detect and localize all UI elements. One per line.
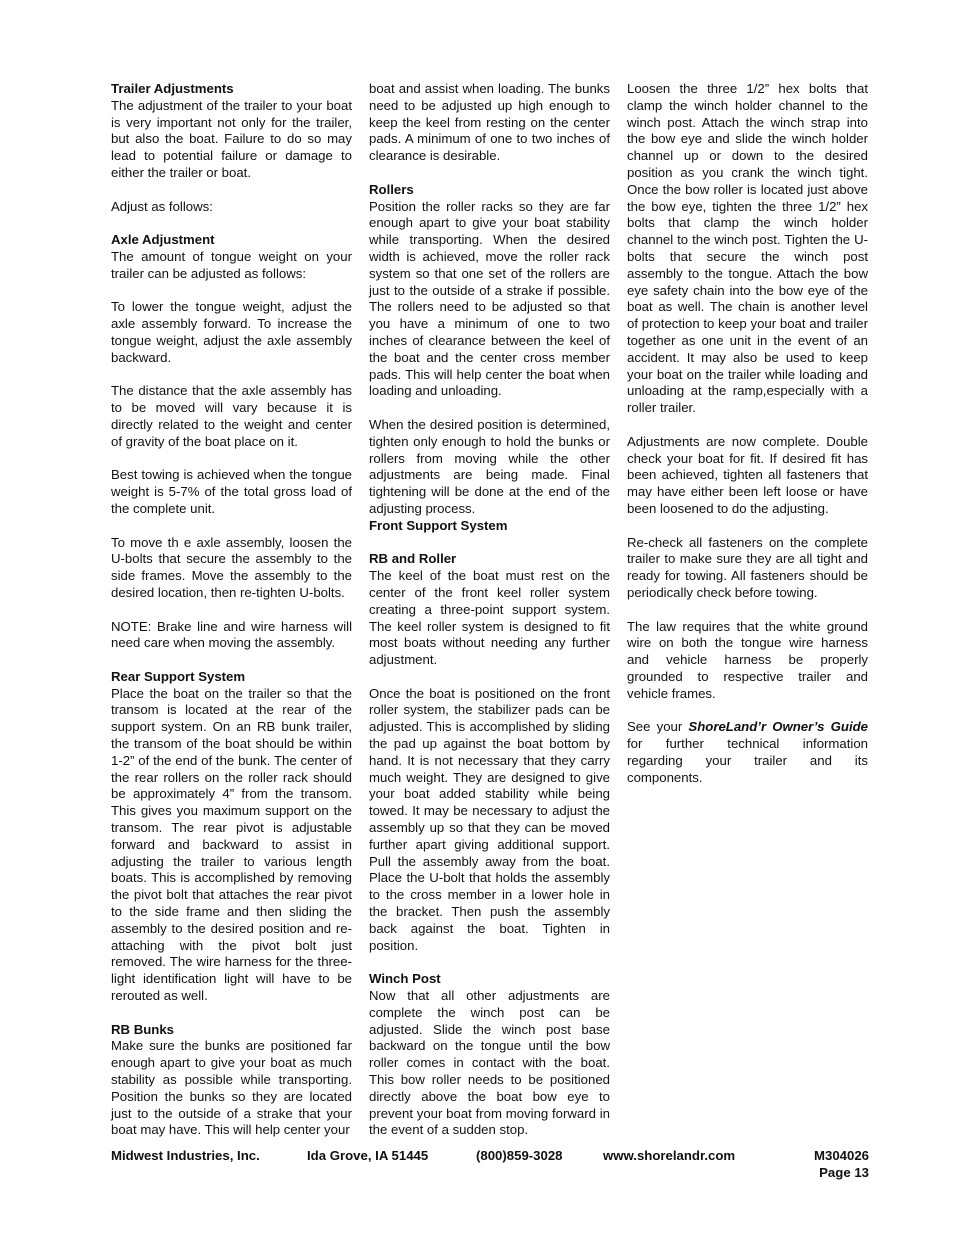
column-3 [627,81,868,1141]
paragraph: The keel of the boat must rest on the center of the front keel roller system creating a three-point support system. The keel roller system is designed to fit most boats without needing any further adjustment. [369,568,610,668]
see-prefix: See your [627,719,689,735]
paragraph: The adjustment of the trailer to your boat is very important not only for the trailer, but also the boat. Failure to do so may lead to potential failure or damage to either the trailer or boat. [111,97,352,180]
heading-rear-support-system: Rear Support System [111,668,246,684]
paragraph: Place the boat on the trailer so that the transom is located at the rear of the support system. On an RB bunk trailer, the transom of the boat should be within 1-2” of the end of the bunk. The center of the rear rollers on the roller rack should be approximately 4” from the transom. This gives you maximum support on the transom. The rear pivot is adjustable forward and backward to assist in adjusting the trailer to various length boats. This is accomplished by removing the pivot bolt that attaches the rear pivot to the side frame and then sliding the assembly to the desired position and re-attaching with the pivot bolt just removed. The wire harness for the three-light identification light will have to be rerouted as well. [111,685,352,1004]
paragraph: Now that all other adjustments are complete the winch post can be adjusted. Slide the winch post base backward on the tongue until the bow roller comes in contact with the boat. This bow roller needs to be positioned directly above the boat bow eye to prevent your boat from moving forward in the event of a sudden stop. [369,988,610,1138]
paragraph: Position the roller racks so they are far enough apart to give your boat stability while transporting. When the desired width is achieved, move the roller rack system so that one set of the rollers are just to the outside of a strake if possible. The rollers need to be adjusted so that you have a minimum of one to two inches of clearance between the keel of the boat and the center cross member pads. This will help center the boat when loading and unloading. [369,198,610,399]
paragraph: To lower the tongue weight, adjust the axle assembly forward. To increase the tongue weight, adjust the axle assembly backward. [111,299,352,365]
paragraph: Adjust as follows: [111,198,213,214]
owners-guide-title: ShoreLand’r Owner’s Guide [688,719,869,735]
paragraph: Re-check all fasteners on the complete trailer to make sure they are all tight and ready for towing. All fasteners should be periodically check before towing. [627,534,868,600]
paragraph: The amount of tongue weight on your trailer can be adjusted as follows: [111,248,352,281]
paragraph: Best towing is achieved when the tongue weight is 5-7% of the total gross load of the complete unit. [111,467,352,516]
footer-phone: (800)859-3028 [476,1148,563,1163]
footer-page-number: Page 13 [819,1165,869,1180]
paragraph: To move th e axle assembly, loosen the U-bolts that secure the assembly to the side frames. Move the assembly to the desired location, then re-tighten U-bolts. [111,534,352,600]
paragraph: boat and assist when loading. The bunks need to be adjusted up high enough to keep the keel from resting on the center pads. A minimum of one to two inches of clearance is desirable. [369,81,610,164]
paragraph: The law requires that the white ground wire on both the tongue wire harness and vehicle harness be properly grounded to respective trailer and vehicle frames. [627,618,868,701]
heading-trailer-adjustments: Trailer Adjustments [111,81,234,96]
column-1 [111,81,352,1141]
heading-rb-bunks: RB Bunks [111,1021,175,1037]
note-paragraph: NOTE: Brake line and wire harness will need care when moving the assembly. [111,618,352,651]
footer-doc-number: M304026 [814,1148,869,1163]
column-2 [369,81,610,1141]
heading-front-support-system: Front Support System [369,517,508,533]
heading-rb-and-roller: RB and Roller [369,551,457,567]
paragraph: When the desired position is determined, tighten only enough to hold the bunks or rollers from moving while the other adjustments are being made. Final tightening will be done at the end of the adjusting process. [369,416,610,516]
footer-company: Midwest Industries, Inc. [111,1148,260,1163]
paragraph: Once the boat is positioned on the front roller system, the stabilizer pads can be adjusted. This is accomplished by sliding the pad up against the boat bottom by hand. It is not necessary that they carry much weight. They are designed to give your boat added stability while being towed. It may be necessary to adjust the assembly up so that they can be moved further apart giving additional support. Pull the assembly away from the boat. Place the U-bolt that holds the assembly to the cross member in a lower hole in the bracket. Then push the assembly back against the boat. Tighten in position. [369,685,610,953]
paragraph: Adjustments are now complete. Double check your boat for fit. If desired fit has been achieved, tighten all fasteners that may have either been left loose or have been loosened to do the adjusting. [627,433,868,516]
paragraph: Loosen the three 1/2” hex bolts that clamp the winch holder channel to the winch post. Attach the winch strap into the bow eye and slide the winch holder channel up or down to the desired position as you crank the winch tight. Once the bow roller is located just above the bow eye, tighten the three 1/2” hex bolts that clamp the winch holder channel to the winch post. Tighten the U-bolts that secure the winch post assembly to the tongue. Attach the bow eye safety chain into the bow eye of the boat as well. The chain is another level of protection to keep your boat and trailer together as one unit in the event of an accident. It may also be used to keep your boat on the trailer while loading and unloading at the ramp,especially with a roller trailer. [627,81,868,416]
heading-rollers: Rollers [369,181,414,197]
footer-website: www.shorelandr.com [603,1148,736,1163]
paragraph: Make sure the bunks are positioned far enough apart to give your boat as much stability as possible while transporting. Position the bunks so they are located just to the outside of a strake that your boat may have. This will help center your [111,1038,352,1138]
text-columns [111,81,869,1141]
see-suffix: for further technical information regarding your trailer and its components. [627,736,868,785]
heading-axle-adjustment: Axle Adjustment [111,232,215,248]
footer-location: Ida Grove, IA 51445 [307,1148,429,1163]
see-owners-guide-paragraph [627,719,868,786]
heading-winch-post: Winch Post [369,971,441,987]
paragraph: The distance that the axle assembly has to be moved will vary because it is directly related to the weight and center of gravity of the boat place on it. [111,383,352,449]
spacer [369,535,610,552]
